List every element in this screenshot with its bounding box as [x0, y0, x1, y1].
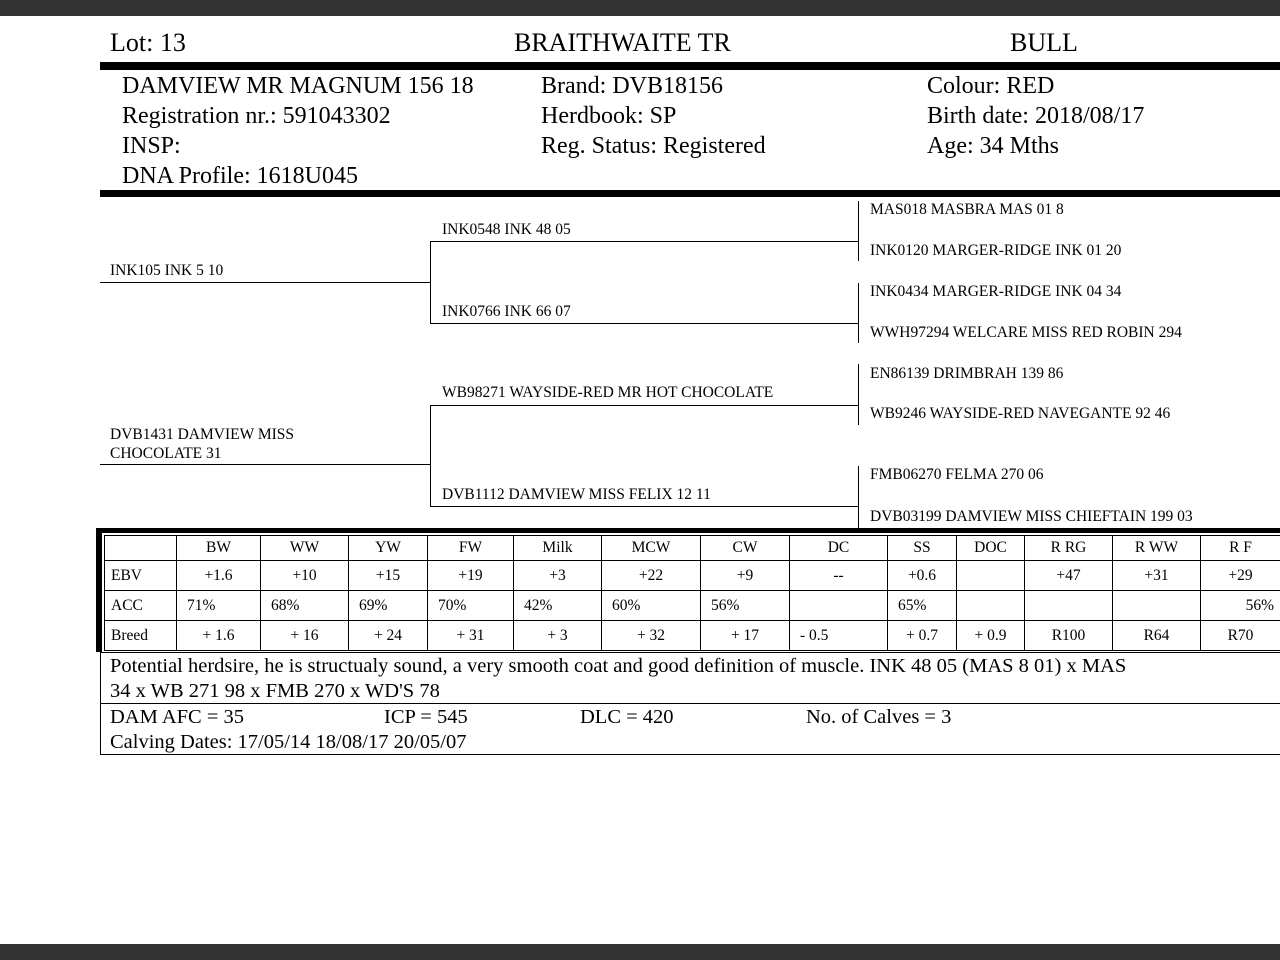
- ebv-col-header: FW: [428, 536, 514, 561]
- acc-cell: 56%: [701, 591, 790, 621]
- herdbook: Herdbook: SP: [541, 103, 677, 129]
- ebv-cell: +10: [261, 561, 349, 591]
- acc-cell: 56%: [1201, 591, 1280, 621]
- ebv-cell: +31: [1113, 561, 1201, 591]
- pedigree-line: [430, 506, 858, 507]
- comments-top-border: [100, 652, 1280, 653]
- acc-cell: [790, 591, 888, 621]
- comments-line1: Potential herdsire, he is structualy sound, a very smooth coat and good definition of muscle. INK 48 05 (MAS 8 01) x MAS: [110, 655, 1127, 677]
- ebv-col-header: Milk: [514, 536, 602, 561]
- dam-dlc: DLC = 420: [580, 706, 674, 728]
- dam-stats-bottom-border: [100, 754, 1280, 755]
- pedigree-sss: MAS018 MASBRA MAS 01 8: [870, 201, 1064, 218]
- ebv-col-header: R RG: [1025, 536, 1113, 561]
- ebv-corner-cell: [105, 536, 177, 561]
- pedigree-connector: [430, 241, 431, 323]
- acc-cell: 69%: [349, 591, 428, 621]
- pedigree-dam-sire: WB98271 WAYSIDE-RED MR HOT CHOCOLATE: [442, 384, 774, 401]
- header-divider: [100, 62, 1280, 70]
- ebv-col-header: DC: [790, 536, 888, 561]
- ebv-table-top-border: [96, 528, 1280, 533]
- ebv-cell: +22: [602, 561, 701, 591]
- breed-row: [105, 621, 1280, 651]
- pedigree-dam-dam: DVB1112 DAMVIEW MISS FELIX 12 11: [442, 486, 711, 503]
- age: Age: 34 Mths: [927, 133, 1059, 159]
- ebv-cell: +19: [428, 561, 514, 591]
- ebv-col-header: R WW: [1113, 536, 1201, 561]
- ebv-table-left-border: [96, 528, 102, 652]
- ebv-header-row: [105, 536, 1280, 561]
- breed-cell: R64: [1113, 621, 1201, 651]
- acc-cell: 65%: [888, 591, 957, 621]
- ebv-cell: +9: [701, 561, 790, 591]
- pedigree-connector: [858, 364, 859, 425]
- calving-dates: Calving Dates: 17/05/14 18/08/17 20/05/07: [110, 731, 467, 753]
- breed-cell: + 0.7: [888, 621, 957, 651]
- acc-cell: 68%: [261, 591, 349, 621]
- pedigree-line: [100, 464, 430, 465]
- ebv-col-header: R F: [1201, 536, 1280, 561]
- breed-cell: + 3: [514, 621, 602, 651]
- acc-cell: [1113, 591, 1201, 621]
- acc-cell: [1025, 591, 1113, 621]
- acc-cell: 70%: [428, 591, 514, 621]
- ebv-col-header: YW: [349, 536, 428, 561]
- pedigree-ddd: DVB03199 DAMVIEW MISS CHIEFTAIN 199 03: [870, 508, 1193, 525]
- dam-calves: No. of Calves = 3: [806, 706, 952, 728]
- pedigree-dam-line2: CHOCOLATE 31: [110, 445, 222, 462]
- breed-cell: R70: [1201, 621, 1280, 651]
- birth-date: Birth date: 2018/08/17: [927, 103, 1145, 129]
- ebv-cell: +29: [1201, 561, 1280, 591]
- acc-row-label: ACC: [105, 591, 177, 621]
- dam-afc: DAM AFC = 35: [110, 706, 245, 728]
- insp-label: INSP:: [122, 133, 181, 159]
- pedigree-dss: EN86139 DRIMBRAH 139 86: [870, 365, 1064, 382]
- breed-cell: + 17: [701, 621, 790, 651]
- comments-line2: 34 x WB 271 98 x FMB 270 x WD'S 78: [110, 680, 440, 702]
- pedigree-connector: [858, 283, 859, 343]
- pedigree-sire-sire: INK0548 INK 48 05: [442, 221, 571, 238]
- breed-cell: + 32: [602, 621, 701, 651]
- breed-row-label: Breed: [105, 621, 177, 651]
- lot-number: Lot: 13: [110, 28, 186, 57]
- breed-cell: - 0.5: [790, 621, 888, 651]
- ebv-col-header: MCW: [602, 536, 701, 561]
- ebv-col-header: DOC: [957, 536, 1025, 561]
- top-dark-band: [0, 0, 1280, 16]
- pedigree-connector: [430, 405, 431, 506]
- dna-profile: DNA Profile: 1618U045: [122, 163, 358, 189]
- ebv-col-header: SS: [888, 536, 957, 561]
- ebv-col-header: WW: [261, 536, 349, 561]
- breed-cell: + 24: [349, 621, 428, 651]
- acc-row: [105, 591, 1280, 621]
- pedigree-line: [430, 405, 858, 406]
- colour: Colour: RED: [927, 73, 1055, 99]
- registration-number: Registration nr.: 591043302: [122, 103, 391, 129]
- pedigree-sire-dam: INK0766 INK 66 07: [442, 303, 571, 320]
- dam-icp: ICP = 545: [384, 706, 468, 728]
- pedigree-connector: [858, 201, 859, 261]
- ebv-cell: +47: [1025, 561, 1113, 591]
- pedigree-sds: INK0434 MARGER-RIDGE INK 04 34: [870, 283, 1122, 300]
- breed-cell: + 0.9: [957, 621, 1025, 651]
- ebv-cell: +1.6: [177, 561, 261, 591]
- comments-divider: [100, 703, 1280, 704]
- ebv-row: [105, 561, 1280, 591]
- owner-name: BRAITHWAITE TR: [514, 28, 731, 57]
- ebv-cell: +15: [349, 561, 428, 591]
- pedigree-dsd: WB9246 WAYSIDE-RED NAVEGANTE 92 46: [870, 405, 1171, 422]
- breed-cell: R100: [1025, 621, 1113, 651]
- ebv-table: [104, 535, 1280, 651]
- pedigree-dds: FMB06270 FELMA 270 06: [870, 466, 1044, 483]
- acc-cell: [957, 591, 1025, 621]
- ebv-col-header: BW: [177, 536, 261, 561]
- breed-cell: + 31: [428, 621, 514, 651]
- ebv-cell: +3: [514, 561, 602, 591]
- pedigree-ssd: INK0120 MARGER-RIDGE INK 01 20: [870, 242, 1122, 259]
- pedigree-line: [430, 241, 858, 242]
- bottom-dark-band: [0, 944, 1280, 960]
- pedigree-line: [100, 282, 430, 283]
- acc-cell: 71%: [177, 591, 261, 621]
- ebv-cell: [957, 561, 1025, 591]
- registration-status: Reg. Status: Registered: [541, 133, 766, 159]
- breed-cell: + 16: [261, 621, 349, 651]
- pedigree-sdd: WWH97294 WELCARE MISS RED ROBIN 294: [870, 324, 1182, 341]
- ebv-cell: +0.6: [888, 561, 957, 591]
- breed-cell: + 1.6: [177, 621, 261, 651]
- ebv-cell: --: [790, 561, 888, 591]
- animal-name: DAMVIEW MR MAGNUM 156 18: [122, 73, 474, 99]
- pedigree-connector: [858, 466, 859, 528]
- ebv-col-header: CW: [701, 536, 790, 561]
- brand: Brand: DVB18156: [541, 73, 723, 99]
- pedigree-line: [430, 323, 858, 324]
- ebv-row-label: EBV: [105, 561, 177, 591]
- acc-cell: 60%: [602, 591, 701, 621]
- pedigree-dam-line1: DVB1431 DAMVIEW MISS: [110, 426, 295, 443]
- pedigree-sire: INK105 INK 5 10: [110, 262, 224, 279]
- animal-sex: BULL: [1010, 28, 1078, 57]
- info-divider: [100, 190, 1280, 197]
- acc-cell: 42%: [514, 591, 602, 621]
